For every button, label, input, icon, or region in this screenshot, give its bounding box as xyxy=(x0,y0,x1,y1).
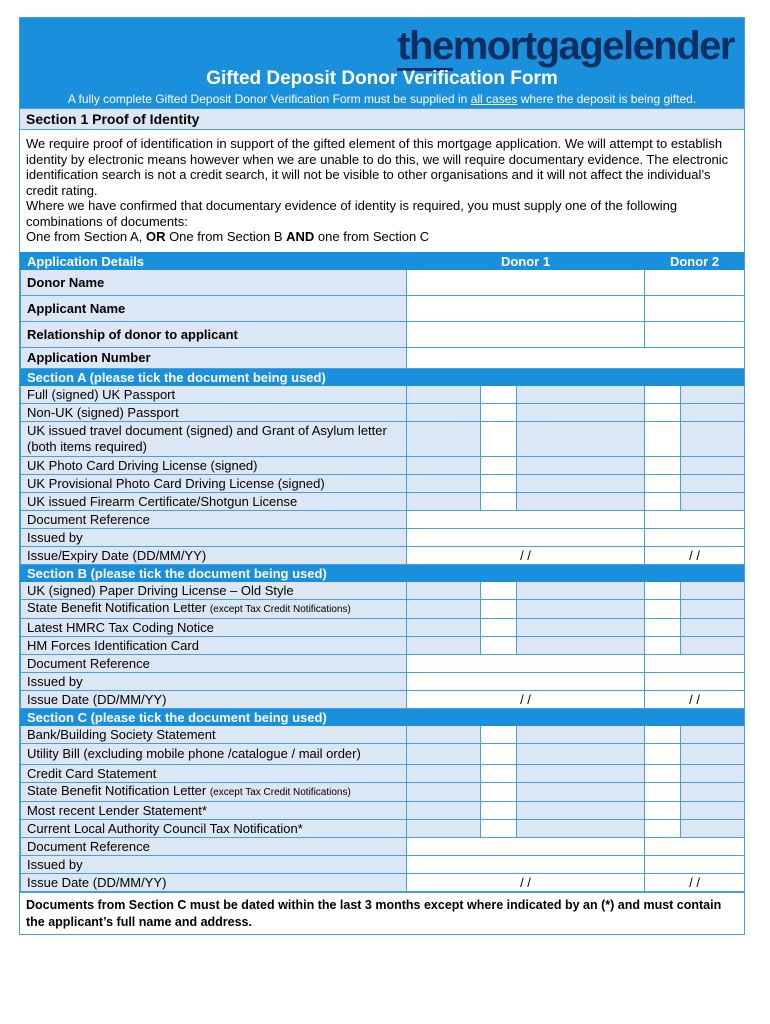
table-row xyxy=(21,726,745,744)
table-row xyxy=(21,296,745,322)
table-row xyxy=(21,765,745,783)
table-row xyxy=(21,802,745,820)
donor2-name-field[interactable] xyxy=(645,270,745,296)
relationship-label: Relationship of donor to applicant xyxy=(21,322,407,348)
donor1-name-field[interactable] xyxy=(407,270,645,296)
table-row xyxy=(21,348,745,369)
donor2-issued-by-field[interactable] xyxy=(645,856,745,874)
donor1-doc-ref-field[interactable] xyxy=(407,655,645,673)
table-row xyxy=(21,637,745,655)
intro-combination xyxy=(26,229,740,245)
section-c-issued-by-label: Issued by xyxy=(21,856,407,874)
donor2-tick-box[interactable] xyxy=(645,422,681,457)
donor1-issued-by-field[interactable] xyxy=(407,856,645,874)
company-logo xyxy=(397,24,734,68)
doc-travel-document-label: UK issued travel document (signed) and Grant of Asylum letter (both items required) xyxy=(21,422,407,457)
table-row xyxy=(21,856,745,874)
doc-firearm-certificate-label: UK issued Firearm Certificate/Shotgun License xyxy=(21,493,407,511)
benefit-letter-text: State Benefit Notification Letter xyxy=(27,600,210,615)
section-c-date-label: Issue Date (DD/MM/YY) xyxy=(21,874,407,892)
section-c-footnote: Documents from Section C must be dated within the last 3 months except where indicated by an (*) and must contain the applicant’s full name and address. xyxy=(20,892,744,935)
table-row xyxy=(21,874,745,892)
form-frame xyxy=(19,17,745,935)
table-row xyxy=(21,744,745,765)
table-row xyxy=(21,673,745,691)
section-b-date-label: Issue Date (DD/MM/YY) xyxy=(21,691,407,709)
section-b-header xyxy=(21,565,745,582)
doc-bank-statement-label: Bank/Building Society Statement xyxy=(21,726,407,744)
doc-benefit-letter-c-label xyxy=(21,783,407,802)
doc-lender-statement-label: Most recent Lender Statement* xyxy=(21,802,407,820)
donor1-tick-box[interactable] xyxy=(481,600,517,619)
donor1-tick-box[interactable] xyxy=(481,765,517,783)
donor2-tick-box[interactable] xyxy=(645,726,681,744)
donor2-doc-ref-field[interactable] xyxy=(645,838,745,856)
details-table xyxy=(20,252,745,892)
donor2-tick-box[interactable] xyxy=(645,457,681,475)
table-row xyxy=(21,619,745,637)
donor1-tick-box[interactable] xyxy=(481,422,517,457)
donor1-issued-by-field[interactable] xyxy=(407,673,645,691)
doc-council-tax-label: Current Local Authority Council Tax Notification* xyxy=(21,820,407,838)
doc-hm-forces-id-label: HM Forces Identification Card xyxy=(21,637,407,655)
section-a-date-label: Issue/Expiry Date (DD/MM/YY) xyxy=(21,547,407,565)
table-row xyxy=(21,582,745,600)
donor1-doc-ref-field[interactable] xyxy=(407,838,645,856)
donor2-doc-ref-field[interactable] xyxy=(645,511,745,529)
doc-photo-licence-label: UK Photo Card Driving License (signed) xyxy=(21,457,407,475)
form-title: Gifted Deposit Donor Verification Form xyxy=(206,68,558,89)
donor2-tick-box[interactable] xyxy=(645,475,681,493)
combo-and: AND xyxy=(286,229,315,244)
table-row xyxy=(21,820,745,838)
section-a-issued-by-label: Issued by xyxy=(21,529,407,547)
logo-the: the xyxy=(397,24,453,71)
table-row xyxy=(21,511,745,529)
donor1-tick-box[interactable] xyxy=(481,820,517,838)
form-subtitle xyxy=(20,92,744,106)
benefit-letter-note: (except Tax Credit Notifications) xyxy=(209,604,351,615)
donor1-applicant-name-field[interactable] xyxy=(407,296,645,322)
benefit-letter-c-text: State Benefit Notification Letter xyxy=(27,783,210,798)
donor1-tick-box[interactable] xyxy=(481,386,517,404)
donor1-tick-box[interactable] xyxy=(481,475,517,493)
application-number-label: Application Number xyxy=(21,348,407,369)
donor2-relationship-field[interactable] xyxy=(645,322,745,348)
donor2-issued-by-field[interactable] xyxy=(645,673,745,691)
donor2-date-field[interactable]: / / xyxy=(645,874,745,892)
table-row xyxy=(21,422,745,457)
table-row xyxy=(21,691,745,709)
donor1-date-field[interactable]: / / xyxy=(407,691,645,709)
donor1-doc-ref-field[interactable] xyxy=(407,511,645,529)
combo-part-1: One from Section A, xyxy=(26,229,146,244)
table-row xyxy=(21,783,745,802)
doc-uk-passport-label: Full (signed) UK Passport xyxy=(21,386,407,404)
section1-intro xyxy=(26,136,740,245)
donor1-issued-by-field[interactable] xyxy=(407,529,645,547)
doc-paper-licence-label: UK (signed) Paper Driving License – Old Style xyxy=(21,582,407,600)
table-row xyxy=(21,529,745,547)
donor2-column-header: Donor 2 xyxy=(645,253,745,270)
donor2-tick-box[interactable] xyxy=(645,619,681,637)
donor1-tick-box[interactable] xyxy=(481,802,517,820)
doc-benefit-letter-label xyxy=(21,600,407,619)
application-number-field[interactable] xyxy=(407,348,745,369)
subtitle-underline: all cases xyxy=(470,92,518,106)
combo-or: OR xyxy=(145,229,166,244)
donor2-date-field[interactable]: / / xyxy=(645,691,745,709)
donor1-tick-box[interactable] xyxy=(481,493,517,511)
doc-credit-card-label: Credit Card Statement xyxy=(21,765,407,783)
application-details-title: Application Details xyxy=(21,253,407,270)
donor2-tick-box[interactable] xyxy=(645,582,681,600)
table-row xyxy=(21,475,745,493)
table-row xyxy=(21,493,745,511)
donor1-tick-box[interactable] xyxy=(481,582,517,600)
donor1-tick-box[interactable] xyxy=(481,726,517,744)
donor1-tick-box[interactable] xyxy=(481,637,517,655)
table-row xyxy=(21,547,745,565)
table-row xyxy=(21,270,745,296)
donor2-tick-box[interactable] xyxy=(645,386,681,404)
logo-brand: mortgagelender xyxy=(452,24,734,68)
application-details-header xyxy=(21,253,745,270)
donor1-tick-box[interactable] xyxy=(481,619,517,637)
donor1-tick-box[interactable] xyxy=(481,457,517,475)
donor2-tick-box[interactable] xyxy=(645,404,681,422)
section-b-title: Section B (please tick the document being used) xyxy=(21,565,407,582)
table-row xyxy=(21,655,745,673)
combo-part-3: one from Section C xyxy=(314,229,430,244)
donor1-relationship-field[interactable] xyxy=(407,322,645,348)
donor2-tick-box[interactable] xyxy=(645,783,681,802)
doc-provisional-licence-label: UK Provisional Photo Card Driving License (signed) xyxy=(21,475,407,493)
form-header xyxy=(20,18,744,108)
combo-part-2: One from Section B xyxy=(165,229,287,244)
doc-utility-bill-label: Utility Bill (excluding mobile phone /catalogue / mail order) xyxy=(21,744,407,765)
donor2-tick-box[interactable] xyxy=(645,493,681,511)
section-b-issued-by-label: Issued by xyxy=(21,673,407,691)
donor1-date-field[interactable]: / / xyxy=(407,874,645,892)
donor2-tick-box[interactable] xyxy=(645,744,681,765)
donor2-tick-box[interactable] xyxy=(645,600,681,619)
doc-hmrc-notice-label: Latest HMRC Tax Coding Notice xyxy=(21,619,407,637)
section-c-title: Section C (please tick the document being used) xyxy=(21,709,407,726)
section1-heading: Section 1 Proof of Identity xyxy=(20,108,744,130)
donor1-date-field[interactable]: / / xyxy=(407,547,645,565)
doc-non-uk-passport-label: Non-UK (signed) Passport xyxy=(21,404,407,422)
benefit-letter-c-note: (except Tax Credit Notifications) xyxy=(209,787,351,798)
donor2-applicant-name-field[interactable] xyxy=(645,296,745,322)
subtitle-pre: A fully complete Gifted Deposit Donor Verification Form must be supplied in xyxy=(67,92,471,106)
donor-name-label: Donor Name xyxy=(21,270,407,296)
table-row xyxy=(21,457,745,475)
donor1-tick-box[interactable] xyxy=(481,783,517,802)
table-row xyxy=(21,600,745,619)
section-a-header xyxy=(21,369,745,386)
donor1-tick-box[interactable] xyxy=(481,404,517,422)
section-a-doc-ref-label: Document Reference xyxy=(21,511,407,529)
section-a-title: Section A (please tick the document being used) xyxy=(21,369,407,386)
section-c-header xyxy=(21,709,745,726)
donor2-doc-ref-field[interactable] xyxy=(645,655,745,673)
section-b-doc-ref-label: Document Reference xyxy=(21,655,407,673)
donor2-tick-box[interactable] xyxy=(645,637,681,655)
intro-para-1: We require proof of identification in support of the gifted element of this mortgage application. We will attempt to establish identity by electronic means however when we are unable to do this, we will require documentary evidence. The electronic identification search is not a credit search, it will not be visible to other organisations and it will not affect the individual’s credit rating. xyxy=(26,136,729,198)
table-row xyxy=(21,322,745,348)
subtitle-post: where the deposit is being gifted. xyxy=(517,92,697,106)
donor2-issued-by-field[interactable] xyxy=(645,529,745,547)
table-row xyxy=(21,386,745,404)
applicant-name-label: Applicant Name xyxy=(21,296,407,322)
donor2-tick-box[interactable] xyxy=(645,765,681,783)
section-c-doc-ref-label: Document Reference xyxy=(21,838,407,856)
table-row xyxy=(21,838,745,856)
donor2-tick-box[interactable] xyxy=(645,820,681,838)
donor1-column-header: Donor 1 xyxy=(407,253,645,270)
donor2-date-field[interactable]: / / xyxy=(645,547,745,565)
intro-para-2: Where we have confirmed that documentary evidence of identity is required, you must supply one of the following combinations of documents: xyxy=(26,198,678,229)
donor2-tick-box[interactable] xyxy=(645,802,681,820)
table-row xyxy=(21,404,745,422)
donor1-tick-box[interactable] xyxy=(481,744,517,765)
